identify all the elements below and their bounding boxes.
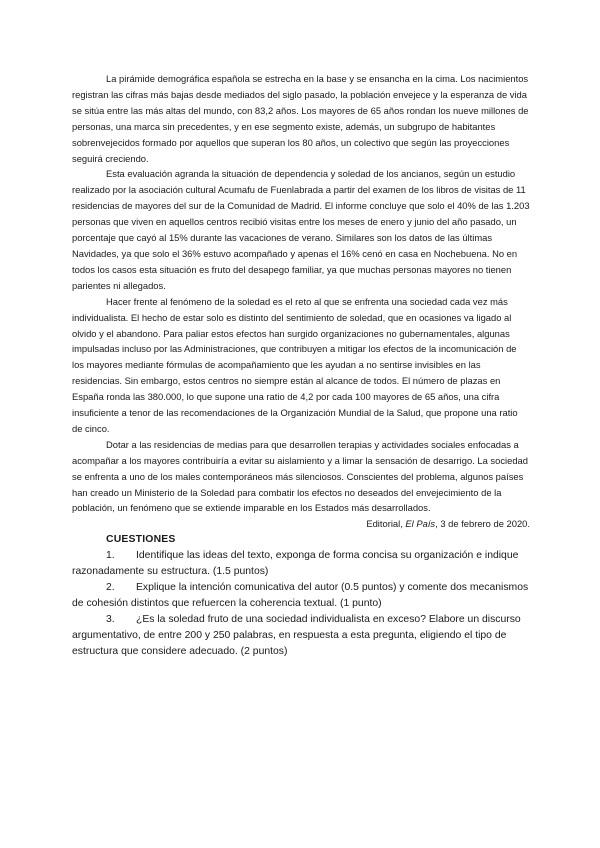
question-2 [72, 580, 530, 612]
paragraph-2: Esta evaluación agranda la situación de dependencia y soledad de los ancianos, según un estudio realizado por la asociación cultural Acumafu de Fuenlabrada a partir del examen de los libros de visitas de 11 residencias de mayores del sur de la Comunidad de Madrid. El informe concluye que solo el 40% de las 1.203 personas que viven en aquellos centros recibió visitas entre los meses de enero y junio del año pasado, un porcentaje que cayó al 15% durante las vacaciones de verano. Similares son los datos de las últimas Navidades, ya que solo el 36% estuvo acompañado y apenas el 16% cenó en casa en Nochebuena. No en todos los casos esta situación es fruto del desapego familiar, ya que muchas personas mayores no tienen parientes ni allegados. [72, 168, 530, 291]
question-number: 1. [106, 550, 115, 562]
paragraph-4: Dotar a las residencias de medias para que desarrollen terapias y actividades sociales enfocadas a acompañar a los mayores contribuiría a evitar su aislamiento y a limar la sensación de desarrigo. La sociedad se enfrenta a uno de los males contemporáneos más silenciosos. Conscientes del problema, algunos países han creado un Ministerio de la Soledad para combatir los efectos no deseados del envejecimiento de la población, un fenómeno que se extiende imparable en los Estados más desarrollados. [72, 438, 528, 514]
paragraph-3: Hacer frente al fenómeno de la soledad es el reto al que se enfrenta una sociedad cada vez más individualista. El hecho de estar solo es distinto del sentimiento de soledad, que en ocasiones va ligado al olvido y el abandono. Para paliar estos efectos han surgido organizaciones no gubernamentales, algunas impulsadas incluso por las Administraciones, que contribuyen a mitigar los efectos de la incomunicación de los mayores mediante fórmulas de acompañamiento que les ayudan a no sentirse invisibles en las residencias. Sin embargo, estos centros no siempre están al alcance de todos. El número de plazas en España ronda las 380.000, lo que supone una ratio de 4,2 por cada 100 mayores de 65 años, una cifra insuficiente a tenor de las recomendaciones de la Organización Mundial de la Salud, que propone una ratio de cinco. [72, 295, 518, 434]
question-number: 2. [106, 582, 115, 594]
question-text: ¿Es la soledad fruto de una sociedad individualista en exceso? Elabore un discurso argumentativo, de entre 200 y 250 palabras, en respuesta a esta pregunta, eligiendo el tipo de estructura que considere adecuado. (2 puntos) [72, 614, 521, 658]
questions-heading: CUESTIONES [106, 534, 176, 546]
question-text: Explique la intención comunicativa del autor (0.5 puntos) y comente dos mecanismos de cohesión distintos que refuercen la coherencia textual. (1 punto) [72, 582, 529, 610]
signature-date: , 3 de febrero de 2020. [435, 518, 530, 530]
question-3 [72, 612, 530, 660]
document-page [72, 71, 530, 660]
question-number: 3. [106, 614, 115, 626]
paragraph-1: La pirámide demográfica española se estrecha en la base y se ensancha en la cima. Los nacimientos registran las cifras más bajas desde mediados del siglo pasado, la población envejece y la esperanza de vida se sitúa entre las más altas del mundo, con 83,2 años. Los mayores de 65 años rondan los nueve millones de personas, una marca sin precedentes, y en ese segmento existe, además, un subgrupo de habitantes sobrenvejecidos formado por aquellos que superan los 80 años, un colectivo que según las proyecciones seguirá creciendo. [72, 73, 529, 164]
signature-prefix: Editorial, [366, 518, 406, 530]
source-signature [72, 516, 530, 532]
question-1 [72, 548, 530, 580]
signature-source: El País [405, 518, 436, 530]
question-text: Identifique las ideas del texto, exponga de forma concisa su organización e indique razonadamente su estructura. (1.5 puntos) [72, 550, 519, 578]
